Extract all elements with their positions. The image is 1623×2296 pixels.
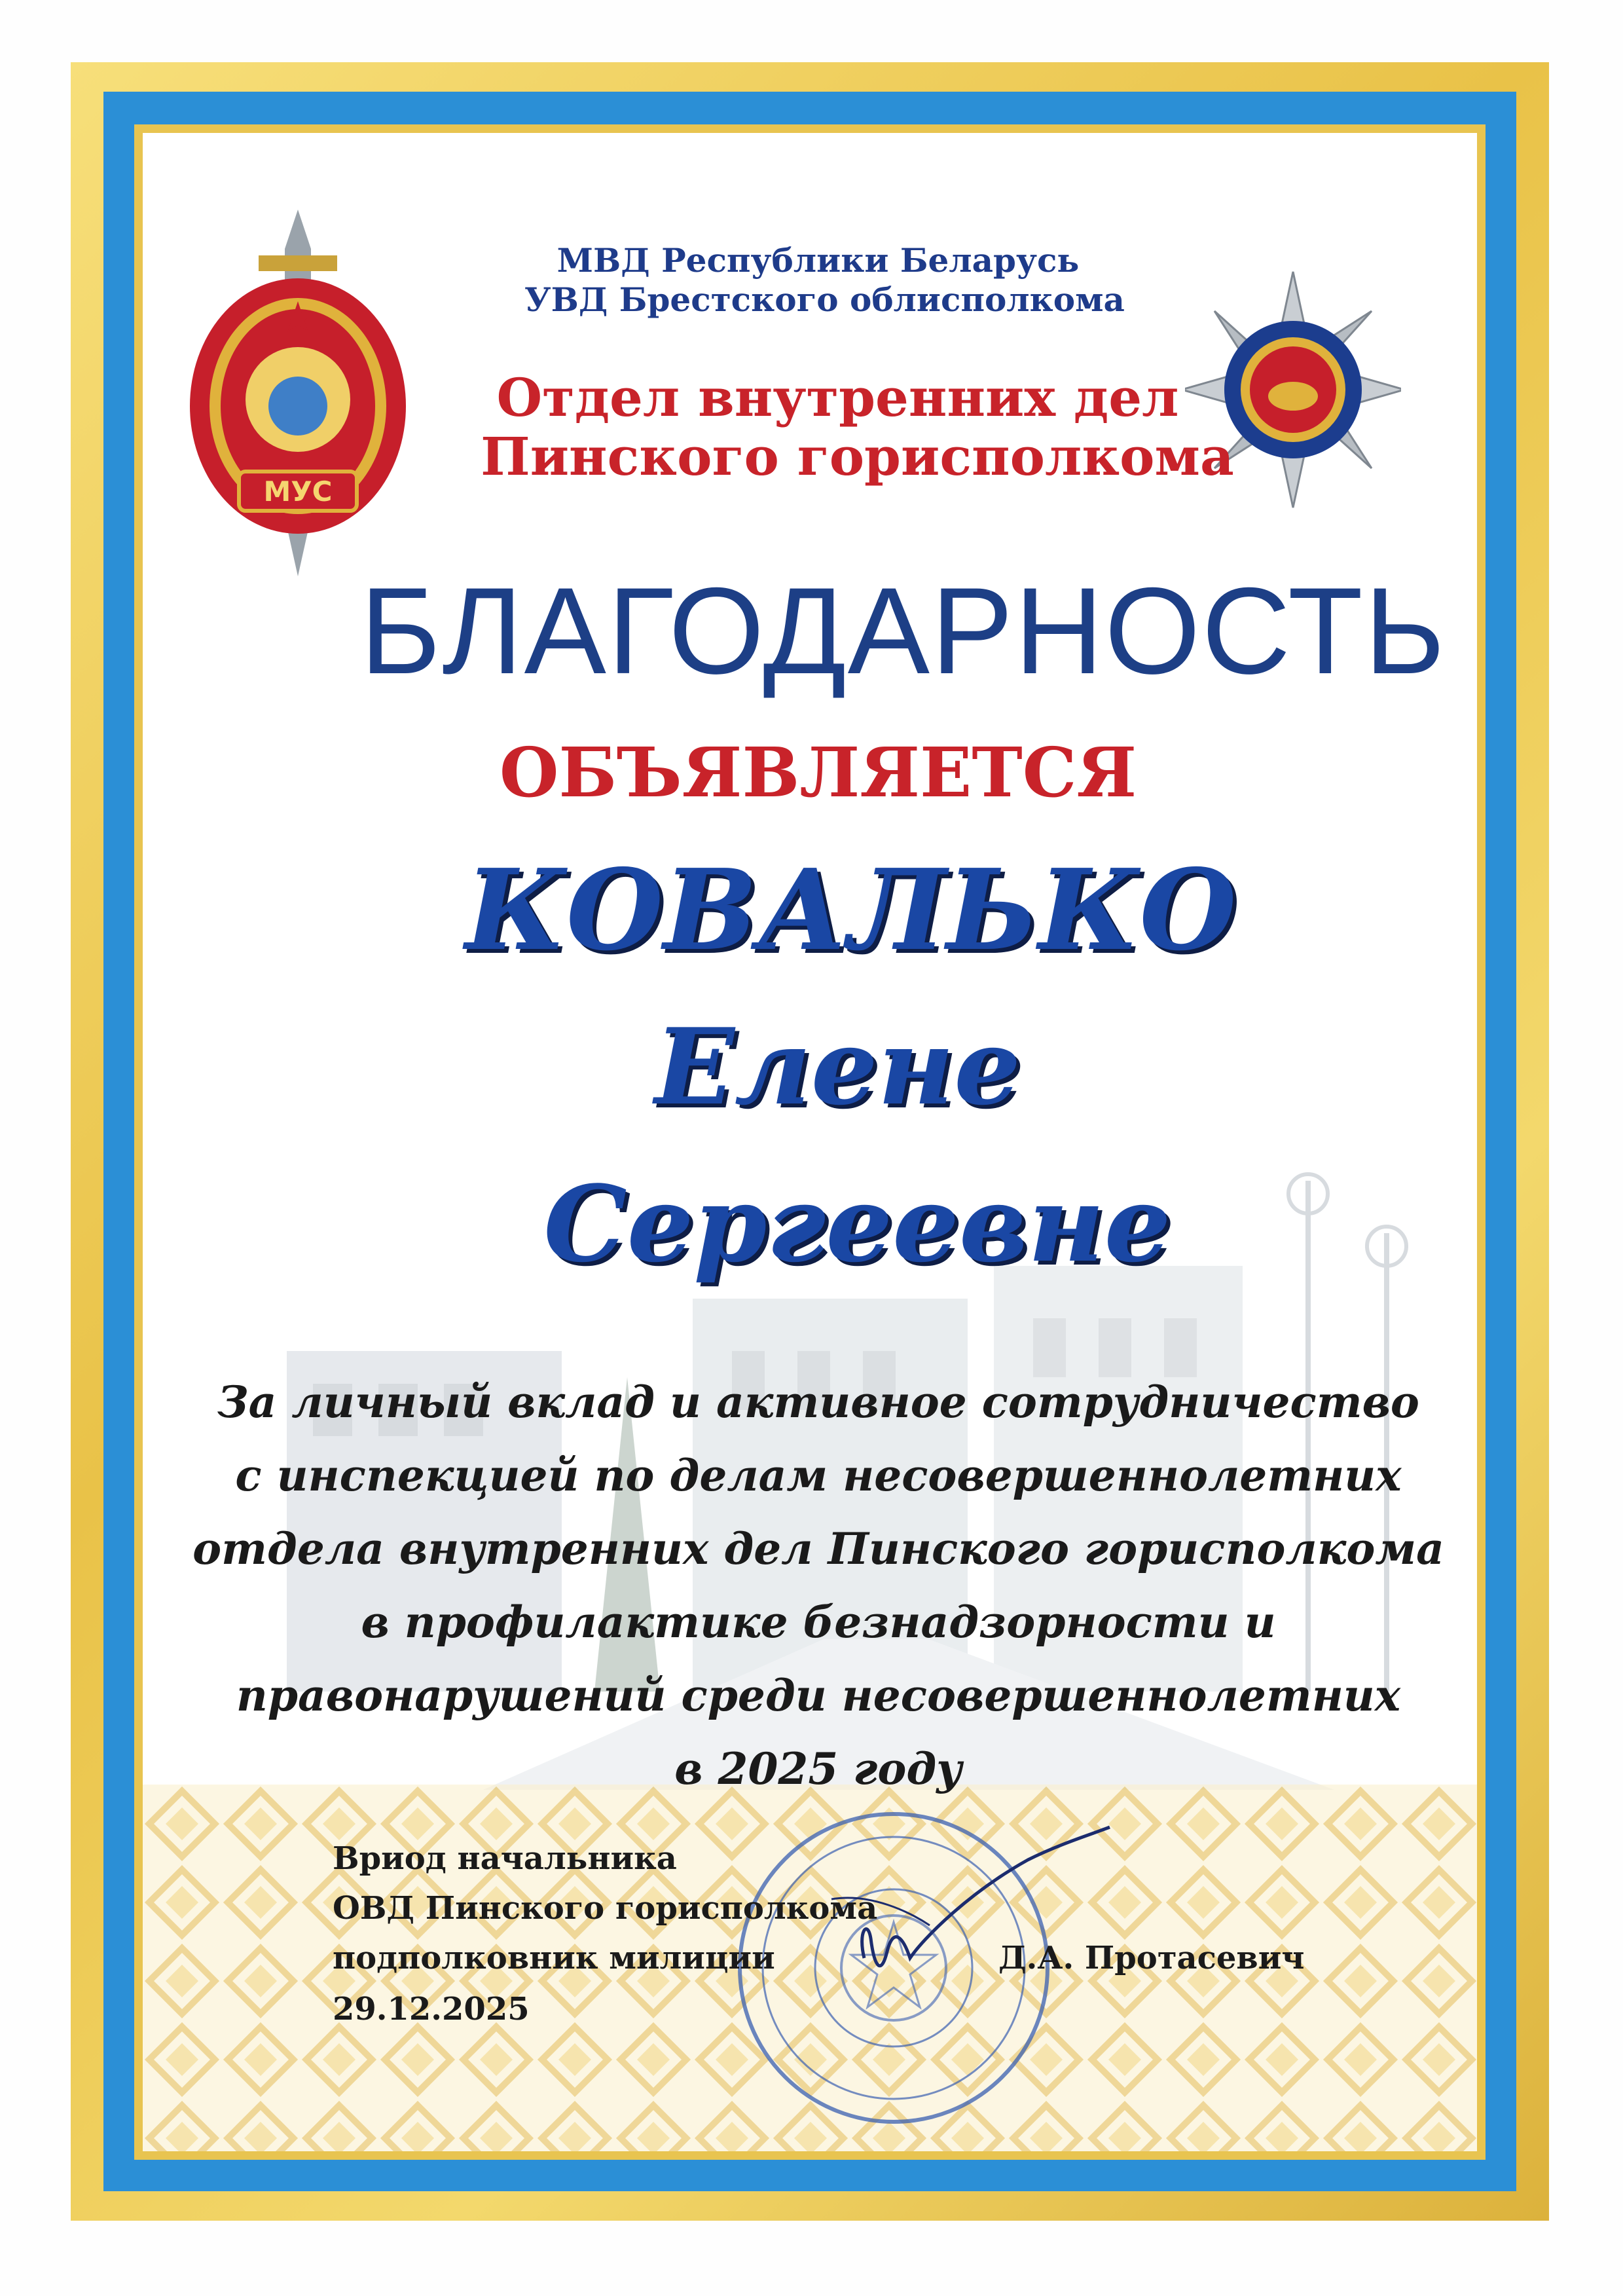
emblem-label: МУС: [263, 475, 333, 508]
citation-line: За личный вклад и активное сотрудничество: [217, 1377, 1419, 1428]
recipient-first-name: Елене: [654, 1005, 1021, 1128]
certificate-title: БЛАГОДАРНОСТЬ: [359, 562, 1447, 699]
regional-directorate-header: УВД Брестского облисполкома: [524, 280, 1125, 319]
citation-line: правонарушений среди несовершеннолетних: [236, 1670, 1401, 1721]
signer-position-line2: ОВД Пинского горисполкома: [333, 1890, 878, 1927]
signer-position-line1: Вриод начальника: [333, 1840, 677, 1877]
recipient-surname: КОВАЛЬКО: [465, 845, 1237, 976]
announce-label: ОБЪЯВЛЯЕТСЯ: [499, 732, 1137, 813]
citation-line: с инспекцией по делам несовершеннолетних: [235, 1450, 1402, 1501]
citation-line: в 2025 году: [674, 1743, 962, 1794]
signer-rank: подполковник милиции: [333, 1940, 775, 1976]
citation-line: отдела внутренних дел Пинского горисполкома: [192, 1523, 1444, 1574]
ministry-header: МВД Республики Беларусь: [556, 241, 1080, 280]
recipient-patronymic: Сергеевне: [543, 1162, 1171, 1286]
citation-line: в профилактике безнадзорности и: [361, 1597, 1276, 1648]
signer-name: Д.А. Протасевич: [998, 1940, 1305, 1976]
citation-text: [183, 1365, 1453, 1805]
issue-date: 29.12.2025: [333, 1991, 530, 2028]
department-name-line2: Пинского горисполкома: [481, 426, 1234, 487]
department-name-line1: Отдел внутренних дел: [496, 367, 1179, 428]
